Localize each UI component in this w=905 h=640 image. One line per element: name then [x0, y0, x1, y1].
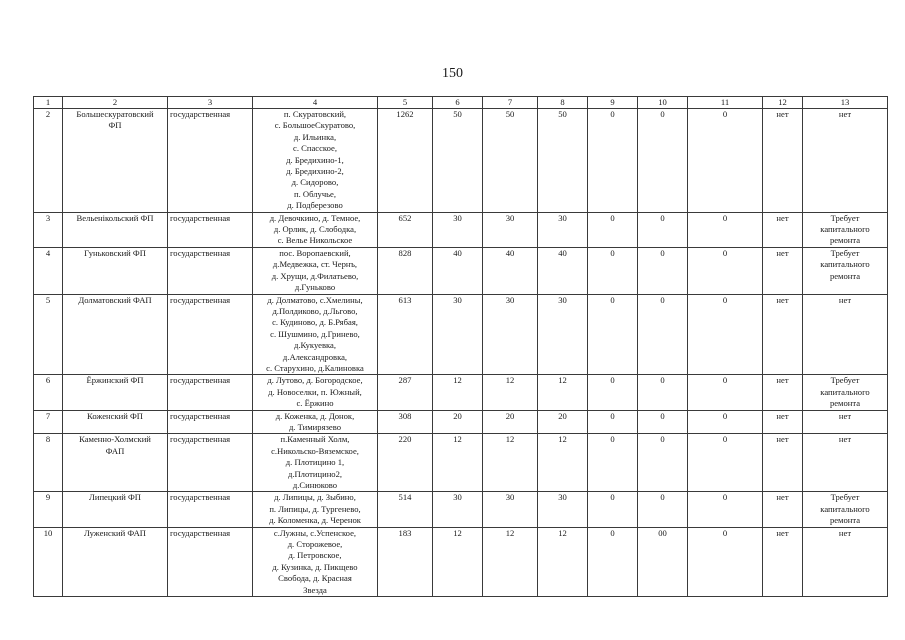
header-cell: 7 — [483, 97, 538, 109]
row-number-cell: 3 — [34, 212, 63, 247]
col10-cell: 0 — [638, 410, 688, 434]
cell-line: пос. Воропаевский, — [279, 247, 351, 258]
col10-cell: 00 — [638, 527, 688, 596]
ownership-cell: государственная — [168, 375, 253, 410]
cell-line: капитального — [820, 386, 870, 397]
col6-cell: 30 — [433, 212, 483, 247]
col7-cell: 20 — [483, 410, 538, 434]
cell-line: Гуньковский ФП — [84, 247, 146, 258]
cell-line: Требует — [830, 492, 860, 503]
cell-line: нет — [838, 410, 852, 421]
cell-line: д. Коломенка, д. Черенок — [269, 515, 361, 526]
col8-cell: 50 — [538, 109, 588, 213]
header-cell: 12 — [763, 97, 803, 109]
col12-cell: нет — [763, 434, 803, 492]
cell-line: д. Плотицино 1, — [285, 457, 345, 468]
col6-cell: 12 — [433, 527, 483, 596]
cell-line: с. Спасское, — [293, 143, 337, 154]
col7-cell: 30 — [483, 492, 538, 527]
settlements-cell — [253, 375, 378, 410]
col5-cell: 514 — [378, 492, 433, 527]
cell-line: Луженский ФАП — [83, 527, 147, 538]
col9-cell: 0 — [588, 375, 638, 410]
col10-cell: 0 — [638, 212, 688, 247]
station-name-cell — [63, 375, 168, 410]
row-number-cell: 4 — [34, 247, 63, 294]
cell-line: д. Тимирязево — [288, 421, 342, 432]
header-cell: 4 — [253, 97, 378, 109]
cell-line: п. Облучье, — [293, 188, 337, 199]
col12-cell: нет — [763, 527, 803, 596]
cell-line: д.Кукуевка, — [293, 340, 337, 351]
header-cell: 1 — [34, 97, 63, 109]
col6-cell: 12 — [433, 375, 483, 410]
status-cell — [803, 375, 888, 410]
col12-cell: нет — [763, 410, 803, 434]
col11-cell: 0 — [688, 109, 763, 213]
col11-cell: 0 — [688, 247, 763, 294]
cell-line: Липецкий ФП — [89, 492, 141, 503]
page-number: 150 — [442, 66, 463, 81]
station-name-cell — [63, 212, 168, 247]
ownership-cell: государственная — [168, 294, 253, 375]
row-number-cell: 5 — [34, 294, 63, 375]
cell-line: Вельенікольский ФП — [76, 212, 154, 223]
cell-line: с. Кудиново, д. Б.Рябая, — [272, 317, 358, 328]
row-number-cell: 7 — [34, 410, 63, 434]
col9-cell: 0 — [588, 527, 638, 596]
col9-cell: 0 — [588, 492, 638, 527]
table-header-row — [34, 97, 888, 109]
settlements-cell — [253, 410, 378, 434]
cell-line: нет — [838, 434, 852, 445]
ownership-cell: государственная — [168, 410, 253, 434]
cell-line: с. Старухино, д.Калиновка — [266, 362, 364, 373]
cell-line: Свобода, д. Красная — [278, 573, 352, 584]
settlements-cell — [253, 527, 378, 596]
col6-cell: 30 — [433, 294, 483, 375]
station-name-cell — [63, 109, 168, 213]
col5-cell: 828 — [378, 247, 433, 294]
cell-line: д. Бредихино-2, — [286, 166, 344, 177]
status-cell — [803, 109, 888, 213]
cell-line: нет — [838, 294, 852, 305]
station-name-cell — [63, 492, 168, 527]
cell-line: ФП — [108, 120, 122, 131]
settlements-cell — [253, 109, 378, 213]
cell-line: д.Плотицино2, — [287, 468, 343, 479]
settlements-cell — [253, 294, 378, 375]
cell-line: с. Велье Никольское — [277, 235, 353, 246]
col6-cell: 20 — [433, 410, 483, 434]
col6-cell: 40 — [433, 247, 483, 294]
ownership-cell: государственная — [168, 247, 253, 294]
col5-cell: 652 — [378, 212, 433, 247]
col8-cell: 30 — [538, 212, 588, 247]
cell-line: д.Гуньково — [294, 282, 336, 293]
cell-line: с.Никольско-Вяземское, — [271, 445, 359, 456]
col11-cell: 0 — [688, 527, 763, 596]
table-row — [34, 375, 888, 410]
col11-cell: 0 — [688, 212, 763, 247]
status-cell — [803, 212, 888, 247]
col5-cell: 308 — [378, 410, 433, 434]
col12-cell: нет — [763, 109, 803, 213]
cell-line: д.Александровка, — [282, 351, 348, 362]
cell-line: Требует — [830, 375, 860, 386]
col11-cell: 0 — [688, 375, 763, 410]
cell-line: д. Кузинка, д. Пикщево — [272, 561, 358, 572]
col9-cell: 0 — [588, 212, 638, 247]
cell-line: Звезда — [303, 584, 327, 595]
cell-line: капитального — [820, 224, 870, 235]
station-name-cell — [63, 247, 168, 294]
ownership-cell: государственная — [168, 527, 253, 596]
table-row — [34, 212, 888, 247]
cell-line: капитального — [820, 503, 870, 514]
cell-line: Долматовский ФАП — [78, 294, 152, 305]
cell-line: д. Петровское, — [288, 550, 342, 561]
status-cell — [803, 247, 888, 294]
medical-stations-table — [33, 96, 888, 597]
status-cell — [803, 294, 888, 375]
row-number-cell: 6 — [34, 375, 63, 410]
col5-cell: 287 — [378, 375, 433, 410]
header-cell: 10 — [638, 97, 688, 109]
cell-line: д. Девочкино, д. Темное, — [269, 212, 361, 223]
settlements-cell — [253, 212, 378, 247]
cell-line: Требует — [830, 247, 860, 258]
cell-line: с. БольшоеСкуратово, — [274, 120, 356, 131]
cell-line: д. Орлик, д. Слободка, — [273, 224, 357, 235]
cell-line: нет — [838, 109, 852, 119]
col10-cell: 0 — [638, 434, 688, 492]
header-cell: 8 — [538, 97, 588, 109]
cell-line: с.Лужны, с.Успенское, — [273, 527, 357, 538]
header-cell: 2 — [63, 97, 168, 109]
col6-cell: 50 — [433, 109, 483, 213]
col6-cell: 12 — [433, 434, 483, 492]
col11-cell: 0 — [688, 410, 763, 434]
station-name-cell — [63, 410, 168, 434]
ownership-cell: государственная — [168, 492, 253, 527]
header-cell: 13 — [803, 97, 888, 109]
ownership-cell: государственная — [168, 212, 253, 247]
cell-line: п.Каменный Холм, — [280, 434, 350, 445]
cell-line: с. Шушмино, д.Гринево, — [270, 328, 360, 339]
col7-cell: 30 — [483, 294, 538, 375]
status-cell — [803, 410, 888, 434]
header-cell: 5 — [378, 97, 433, 109]
status-cell — [803, 527, 888, 596]
cell-line: Ёржинский ФП — [86, 375, 144, 386]
settlements-cell — [253, 247, 378, 294]
cell-line: д. Коженка, д. Донок, — [275, 410, 355, 421]
col8-cell: 30 — [538, 492, 588, 527]
cell-line: нет — [838, 527, 852, 538]
header-cell: 9 — [588, 97, 638, 109]
col9-cell: 0 — [588, 247, 638, 294]
cell-line: д. Хрущи, д.Филатьево, — [271, 270, 359, 281]
table-row — [34, 527, 888, 596]
col10-cell: 0 — [638, 109, 688, 213]
col10-cell: 0 — [638, 492, 688, 527]
col12-cell: нет — [763, 247, 803, 294]
station-name-cell — [63, 294, 168, 375]
col10-cell: 0 — [638, 247, 688, 294]
header-cell: 3 — [168, 97, 253, 109]
status-cell — [803, 492, 888, 527]
table-row — [34, 410, 888, 434]
col12-cell: нет — [763, 294, 803, 375]
table-row — [34, 294, 888, 375]
cell-line: Большескуратовский — [76, 109, 154, 119]
col11-cell: 0 — [688, 492, 763, 527]
col8-cell: 12 — [538, 375, 588, 410]
cell-line: д. Бредихино-1, — [286, 154, 344, 165]
cell-line: ремонта — [829, 515, 861, 526]
status-cell — [803, 434, 888, 492]
cell-line: д. Сторожевое, — [287, 539, 343, 550]
cell-line: ремонта — [829, 398, 861, 409]
cell-line: д. Долматово, с.Хмелины, — [267, 294, 363, 305]
col12-cell: нет — [763, 492, 803, 527]
table-row — [34, 492, 888, 527]
col11-cell: 0 — [688, 434, 763, 492]
col9-cell: 0 — [588, 434, 638, 492]
cell-line: д. Сидорово, — [291, 177, 339, 188]
cell-line: д. Липицы, д. Зыбино, — [274, 492, 356, 503]
col9-cell: 0 — [588, 294, 638, 375]
table-row — [34, 109, 888, 213]
cell-line: Каменно-Холмский — [79, 434, 151, 445]
ownership-cell: государственная — [168, 434, 253, 492]
cell-line: д. Лутово, д. Богородское, — [267, 375, 363, 386]
col9-cell: 0 — [588, 410, 638, 434]
col10-cell: 0 — [638, 375, 688, 410]
cell-line: ремонта — [829, 235, 861, 246]
row-number-cell: 9 — [34, 492, 63, 527]
cell-line: Требует — [830, 212, 860, 223]
settlements-cell — [253, 434, 378, 492]
col7-cell: 40 — [483, 247, 538, 294]
col8-cell: 30 — [538, 294, 588, 375]
table-row — [34, 434, 888, 492]
col6-cell: 30 — [433, 492, 483, 527]
cell-line: д. Новоселки, п. Южный, — [268, 386, 362, 397]
cell-line: Коженский ФП — [87, 410, 143, 421]
col5-cell: 183 — [378, 527, 433, 596]
settlements-cell — [253, 492, 378, 527]
col10-cell: 0 — [638, 294, 688, 375]
cell-line: ремонта — [829, 270, 861, 281]
cell-line: ФАП — [105, 445, 125, 456]
cell-line: д.Синюково — [292, 480, 338, 490]
col5-cell: 1262 — [378, 109, 433, 213]
row-number-cell: 10 — [34, 527, 63, 596]
cell-line: д.Медвежка, ст. Чернъ, — [272, 259, 358, 270]
col5-cell: 220 — [378, 434, 433, 492]
station-name-cell — [63, 527, 168, 596]
cell-line: п. Липицы, д. Тургенево, — [269, 503, 361, 514]
cell-line: д. Ильинка, — [293, 131, 337, 142]
cell-line: д.Полдиково, д.Льгово, — [272, 305, 358, 316]
station-name-cell — [63, 434, 168, 492]
cell-line: д. Подберезово — [287, 200, 343, 211]
col9-cell: 0 — [588, 109, 638, 213]
header-cell: 11 — [688, 97, 763, 109]
col7-cell: 50 — [483, 109, 538, 213]
col8-cell: 40 — [538, 247, 588, 294]
col8-cell: 20 — [538, 410, 588, 434]
cell-line: п. Скуратовский, — [283, 109, 347, 119]
col7-cell: 12 — [483, 375, 538, 410]
ownership-cell: государственная — [168, 109, 253, 213]
col7-cell: 12 — [483, 434, 538, 492]
row-number-cell: 2 — [34, 109, 63, 213]
row-number-cell: 8 — [34, 434, 63, 492]
cell-line: капитального — [820, 259, 870, 270]
col7-cell: 30 — [483, 212, 538, 247]
col11-cell: 0 — [688, 294, 763, 375]
col5-cell: 613 — [378, 294, 433, 375]
cell-line: с. Ёржино — [296, 398, 334, 409]
header-cell: 6 — [433, 97, 483, 109]
col8-cell: 12 — [538, 527, 588, 596]
col8-cell: 12 — [538, 434, 588, 492]
col12-cell: нет — [763, 375, 803, 410]
col7-cell: 12 — [483, 527, 538, 596]
col12-cell: нет — [763, 212, 803, 247]
table-row — [34, 247, 888, 294]
